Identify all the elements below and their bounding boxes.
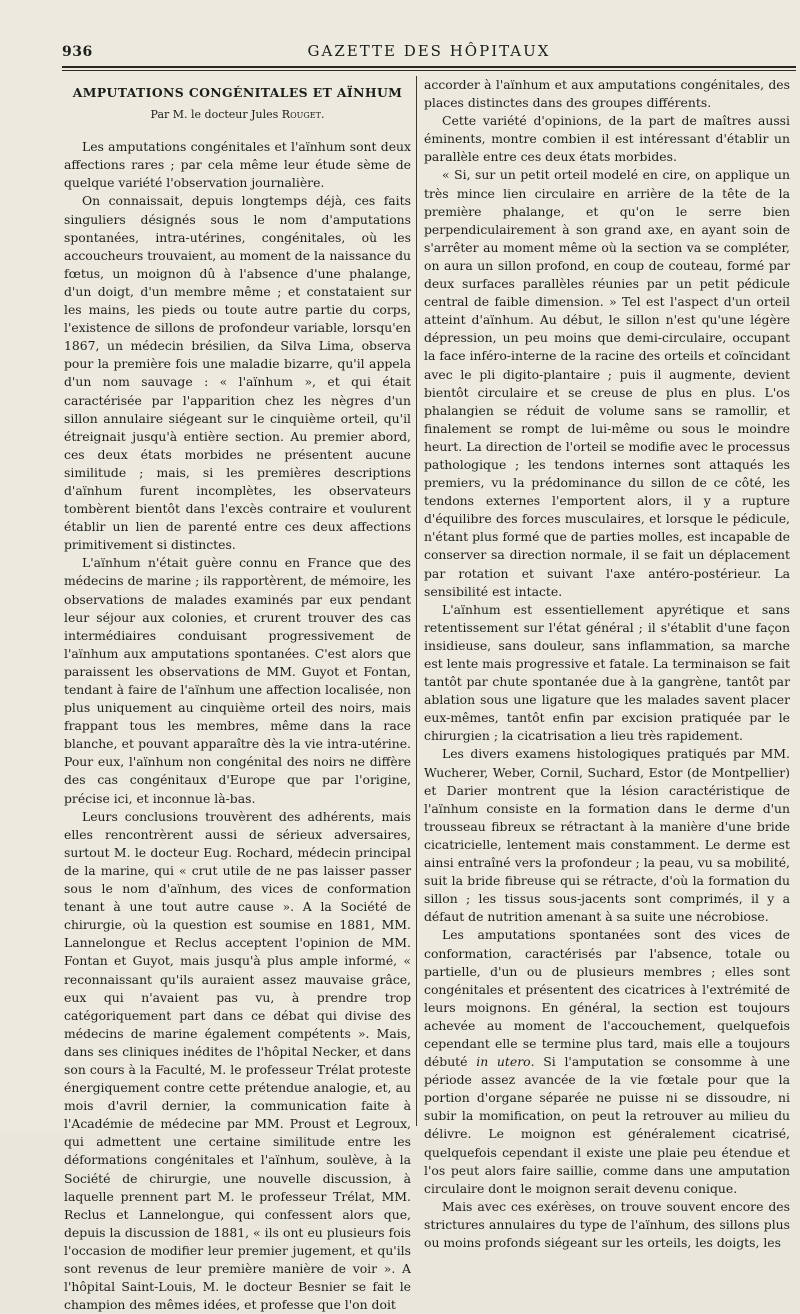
paragraph: Les amputations congénitales et l'aïnhum sont deux affections rares ; par cela même leur étude sème de quelque variété l'observation journalière. bbox=[64, 139, 411, 191]
paragraph: L'aïnhum n'était guère connu en France que des médecins de marine ; ils rapportèrent, de mémoire, les observations de malades examinés par eux pendant leur séjour aux colonies, et crurent trouver des cas intermédiaires conduisant progressivement de l'aïnhum aux amputations spontanées. C'est alors que paraissent les observations de MM. Guyot et Fontan, tendant à faire de l'aïnhum une affection localisée, non plus uniquement au cinquième orteil des noirs, mais frappant tous les membres, même dans la race blanche, et pouvant apparaître dès la vie intra-utérine. Pour eux, l'aïnhum non congénital des noirs ne diffère des cas congénitaux d'Europe que par l'origine, précise ici, et inconnue là-bas. bbox=[64, 555, 411, 806]
page-number: 936 bbox=[62, 44, 93, 60]
paragraph: Cette variété d'opinions, de la part de maîtres aussi éminents, montre combien il est intéressant d'établir un parallèle entre ces deux états morbides. bbox=[424, 113, 790, 165]
paragraph-text: . Si l'amputation se consomme à une période assez avancée de la vie fœtale pour que la portion d'organe séparée ne puisse ni se dissoudre, ni subir la momification, on peut la retrouver au milieu du délivre. Le moignon est généralement cicatrisé, quelquefois cependant il existe une plaie peu étendue et l'os peut alors faire saillie, comme dans une amputation circulaire dont le moignon serait devenu conique. bbox=[424, 1054, 790, 1196]
byline-prefix: Par M. le docteur Jules bbox=[150, 108, 282, 122]
paragraph: « Si, sur un petit orteil modelé en cire, on applique un très mince lien circulaire en arrière de la tête de la première phalange, et qu'on le serre bien perpendiculairement à son grand axe, en ayant soin de s'arrêter au moment même où la section va se compléter, on aura un sillon profond, en coup de couteau, formé par deux surfaces parallèles réunies par un petit pédicule central de faible dimension. » Tel est l'aspect d'un orteil atteint d'aïnhum. Au début, le sillon n'est qu'une légère dépression, un peu moins que demi-circulaire, occupant la face inféro-interne de la racine des orteils et coïncidant avec le pli digito-plantaire ; puis il augmente, devient bientôt circulaire et se creuse de plus en plus. L'os phalangien se réduit de volume sans se ramollir, et finalement se rompt de lui-même ou sous le moindre heurt. La direction de l'orteil se modifie avec le processus pathologique ; les tendons internes sont attaqués les premiers, vu la prédominance du sillon de ce côté, les tendons externes l'emportent alors, il y a rupture d'équilibre des forces musculaires, et lorsque le pédicule, n'étant plus formé que de parties molles, est incapable de conserver sa direction normale, il se fait un déplacement par rotation et suivant l'axe antéro-postérieur. La sensibilité est intacte. bbox=[424, 167, 790, 599]
article-byline bbox=[64, 106, 411, 124]
journal-title: GAZETTE DES HÔPITAUX bbox=[307, 42, 551, 60]
column-separator bbox=[416, 76, 417, 1126]
paragraph: Leurs conclusions trouvèrent des adhérents, mais elles rencontrèrent aussi de sérieux adversaires, surtout M. le docteur Eug. Rochard, médecin principal de la marine, qui « crut utile de ne pas laisser passer sous le nom d'aïnhum, des vices de conformation tenant à une tout autre cause ». A la Société de chirurgie, où la question est soumise en 1881, MM. Lannelongue et Reclus acceptent l'opinion de MM. Fontan et Guyot, mais jusqu'à plus ample informé, « reconnaissant qu'ils auraient assez mauvaise grâce, eux qui n'avaient pas vu, à prendre trop catégoriquement part dans ce débat qui divise des médecins de marine également compétents ». Mais, dans ses cliniques inédites de l'hôpital Necker, et dans son cours à la Faculté, M. le professeur Trélat proteste énergiquement contre cette prétendue analogie, et, au mois d'avril dernier, la communication faite à l'Académie de médecine par MM. Proust et Legroux, qui admettent une certaine similitude entre les déformations congénitales et l'aïnhum, soulève, à la Société de chirurgie, une nouvelle discussion, à laquelle prennent part M. le professeur Trélat, MM. Reclus et Lannelongue, qui confessent alors que, depuis la discussion de 1881, « ils ont eu plusieurs fois l'occasion de modifier leur premier jugement, et qu'ils sont revenus de leur première manière de voir ». A l'hôpital Saint-Louis, M. le docteur Besnier se fait le champion des mêmes idées, et professe que l'on doit bbox=[64, 808, 411, 1313]
paragraph: Les divers examens histologiques pratiqués par MM. Wucherer, Weber, Cornil, Suchard, Estor (de Montpellier) et Darier montrent que la lésion caractéristique de l'aïnhum consiste en la formation dans le derme d'un trousseau fibreux se rétractant à la manière d'une bride cicatricielle, lentement mais constamment. Le derme est ainsi entraîné vers la profondeur ; la peau, vu sa mobilité, suit la bride fibreuse qui se rétracte, d'où la formation du sillon ; les tissus sous-jacents sont comprimés, il y a défaut de nutrition amenant à sa suite une nécrobiose. bbox=[424, 746, 790, 925]
page-header bbox=[62, 38, 796, 64]
paragraph bbox=[424, 926, 790, 1197]
paragraph: L'aïnhum est essentiellement apyrétique et sans retentissement sur l'état général ; il s'établit d'une façon insidieuse, sans douleur, sans inflammation, sa marche est lente mais progressive et fatale. La terminaison se fait tantôt par chute spontanée due à la gangrène, tantôt par ablation sous une ligature que les malades savent placer eux-mêmes, tantôt enfin par excision pratiquée par le chirurgien ; la cicatrisation a lieu très rapidement. bbox=[424, 601, 790, 744]
header-rule-thin bbox=[62, 70, 796, 71]
left-column bbox=[64, 76, 411, 1313]
paragraph: On connaissait, depuis longtemps déjà, ces faits singuliers désignés sous le nom d'amputations spontanées, intra-utérines, congénitales, où les accoucheurs trouvaient, au moment de la naissance du fœtus, un moignon dû à l'absence d'une phalange, d'un doigt, d'un membre même ; et constataient sur les mains, les pieds ou toute autre partie du corps, l'existence de sillons de profondeur variable, lorsqu'en 1867, un médecin brésilien, da Silva Lima, observa pour la première fois une maladie bizarre, qu'il appela d'un nom sauvage : « l'aïnhum », et qui était caractérisée par l'apparition chez les nègres d'un sillon annulaire siégeant sur le cinquième orteil, qu'il étreignait jusqu'à entière section. Au premier abord, ces deux états morbides ne présentent aucune similitude ; mais, si les premières descriptions d'aïnhum furent incomplètes, les observateurs tombèrent bientôt dans l'excès contraire et voulurent établir un lien de parenté entre ces deux affections primitivement si distinctes. bbox=[64, 193, 411, 553]
article-title: AMPUTATIONS CONGÉNITALES ET AÏNHUM bbox=[72, 85, 403, 100]
paragraph-text: Les amputations spontanées sont des vices de conformation, caractérisés par l'absence, totale ou partielle, d'un ou de plusieurs membres ; elles sont congénitales et présentent des cicatrices à l'extrémité de leurs moignons. En général, la section est toujours achevée au moment de l'accouchement, quelquefois cependant elle se termine plus tard, mais elle a toujours débuté bbox=[424, 927, 790, 1070]
italic-term: in utero bbox=[476, 1054, 531, 1070]
header-rule-thick bbox=[62, 66, 796, 68]
right-column bbox=[424, 76, 790, 1250]
paragraph-continued: accorder à l'aïnhum et aux amputations congénitales, des places distinctes dans des groupes différents. bbox=[424, 77, 790, 111]
paragraph: Mais avec ces exérèses, on trouve souvent encore des strictures annulaires du type de l'aïnhum, des sillons plus ou moins profonds siégeant sur les orteils, les doigts, les bbox=[424, 1198, 790, 1250]
byline-author: Rouget. bbox=[281, 108, 325, 122]
